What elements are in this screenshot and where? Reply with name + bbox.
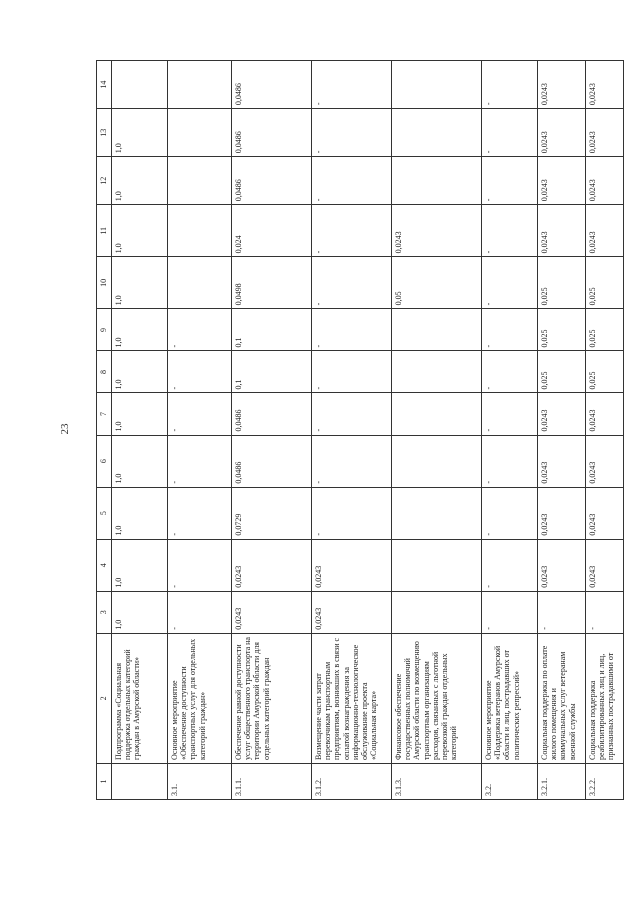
row-value bbox=[168, 109, 232, 157]
row-value: 0,024 bbox=[232, 205, 312, 257]
row-value: - bbox=[168, 435, 232, 487]
row-value: 1,0 bbox=[112, 435, 168, 487]
row-value: 0,025 bbox=[538, 351, 586, 393]
col-header-5: 5 bbox=[97, 487, 112, 539]
row-value bbox=[168, 157, 232, 205]
row-value: - bbox=[312, 351, 392, 393]
row-value: - bbox=[312, 435, 392, 487]
row-value: 0,0243 bbox=[312, 591, 392, 633]
row-code: 3.1.1. bbox=[232, 763, 312, 799]
row-value: 0,0243 bbox=[586, 157, 624, 205]
row-value bbox=[392, 591, 482, 633]
row-value: - bbox=[312, 257, 392, 309]
row-name: Финансовое обеспечение государственных полномочий Амурской области по возмещению транспортным организациям расходов, связанных с льготной перевозкой граждан отдельных категорий bbox=[392, 633, 482, 763]
col-header-4: 4 bbox=[97, 539, 112, 591]
col-header-10: 10 bbox=[97, 257, 112, 309]
row-value: - bbox=[312, 309, 392, 351]
row-value bbox=[168, 205, 232, 257]
row-value: 0,0243 bbox=[312, 539, 392, 591]
row-name: Социальная поддержка реабилитированных лиц и лиц, признанных пострадавшими от bbox=[586, 633, 624, 763]
col-header-1: 1 bbox=[97, 763, 112, 799]
row-value: - bbox=[482, 309, 538, 351]
row-name: Обеспечение равной доступности услуг общественного транспорта на территории Амурской области для отдельных категорий граждан bbox=[232, 633, 312, 763]
row-value: - bbox=[482, 487, 538, 539]
row-value: 0,025 bbox=[538, 257, 586, 309]
row-value: 0,0243 bbox=[538, 393, 586, 435]
row-value: - bbox=[538, 591, 586, 633]
row-name: Возмещение части затрат перевозчикам транспортным предприятиям, возникших в связи с оплатой вознаграждения за информационно-технологическое обслуживание проекта «Социальная карта» bbox=[312, 633, 392, 763]
table-row bbox=[112, 61, 168, 800]
row-value bbox=[392, 109, 482, 157]
row-value: 1,0 bbox=[112, 591, 168, 633]
row-value: 0,0243 bbox=[538, 109, 586, 157]
row-value: 0,0243 bbox=[538, 435, 586, 487]
row-value: 0,0243 bbox=[586, 487, 624, 539]
row-value: 0,0243 bbox=[392, 205, 482, 257]
table-row bbox=[586, 61, 624, 800]
row-code: 3.2.2. bbox=[586, 763, 624, 799]
row-value: 1,0 bbox=[112, 539, 168, 591]
col-header-13: 13 bbox=[97, 109, 112, 157]
page-number: 23 bbox=[59, 423, 71, 435]
row-value: 0,1 bbox=[232, 309, 312, 351]
col-header-2: 2 bbox=[97, 633, 112, 763]
row-value: 0,0486 bbox=[232, 393, 312, 435]
col-header-3: 3 bbox=[97, 591, 112, 633]
row-value: 0,0243 bbox=[586, 393, 624, 435]
row-name: Основное мероприятие «Поддержка ветеранов Амурской области и лиц, пострадавших от политических репрессий» bbox=[482, 633, 538, 763]
row-value bbox=[392, 393, 482, 435]
row-value: 0,0243 bbox=[538, 487, 586, 539]
row-value: 0,0243 bbox=[232, 591, 312, 633]
row-value: 1,0 bbox=[112, 257, 168, 309]
row-value: - bbox=[312, 393, 392, 435]
row-value bbox=[392, 539, 482, 591]
row-name: Основное мероприятие «Обеспечение доступности транспортных услуг для отдельных категорий граждан» bbox=[168, 633, 232, 763]
row-value: - bbox=[482, 61, 538, 109]
indicators-table bbox=[96, 60, 624, 800]
row-value: - bbox=[482, 109, 538, 157]
table-row bbox=[312, 61, 392, 800]
row-value: - bbox=[586, 591, 624, 633]
row-value: 0,1 bbox=[232, 351, 312, 393]
row-value: - bbox=[482, 591, 538, 633]
row-value: - bbox=[168, 309, 232, 351]
row-code: 3.1. bbox=[168, 763, 232, 799]
row-value: 0,0243 bbox=[538, 61, 586, 109]
row-value: 0,0243 bbox=[538, 539, 586, 591]
row-value: 1,0 bbox=[112, 309, 168, 351]
row-name: Социальная поддержка по оплате жилого помещения и коммунальных услуг ветеранам военной службы bbox=[538, 633, 586, 763]
row-value: 0,025 bbox=[586, 257, 624, 309]
row-value: - bbox=[312, 205, 392, 257]
row-value: 0,0486 bbox=[232, 109, 312, 157]
row-value: - bbox=[168, 351, 232, 393]
row-value: 1,0 bbox=[112, 351, 168, 393]
row-value bbox=[168, 61, 232, 109]
row-value: 0,0243 bbox=[586, 539, 624, 591]
row-value: - bbox=[482, 157, 538, 205]
row-value: - bbox=[482, 205, 538, 257]
row-value bbox=[392, 61, 482, 109]
row-name: Подпрограмма «Социальная поддержка отдельных категорий граждан в Амурской области» bbox=[112, 633, 168, 763]
row-value: 0,0486 bbox=[232, 435, 312, 487]
row-value: 0,0243 bbox=[232, 539, 312, 591]
row-value bbox=[392, 157, 482, 205]
row-value bbox=[392, 351, 482, 393]
row-value: - bbox=[312, 109, 392, 157]
row-value: 0,0486 bbox=[232, 61, 312, 109]
row-value: 1,0 bbox=[112, 157, 168, 205]
row-value: 0,0243 bbox=[586, 61, 624, 109]
header-row bbox=[97, 61, 112, 800]
row-value bbox=[392, 487, 482, 539]
row-value: 0,0243 bbox=[586, 435, 624, 487]
row-value: 0,0486 bbox=[232, 157, 312, 205]
row-value: - bbox=[168, 591, 232, 633]
row-value: - bbox=[482, 435, 538, 487]
col-header-14: 14 bbox=[97, 61, 112, 109]
col-header-11: 11 bbox=[97, 205, 112, 257]
row-value bbox=[392, 435, 482, 487]
row-value: 1,0 bbox=[112, 109, 168, 157]
row-value: 0,0243 bbox=[586, 109, 624, 157]
row-value: - bbox=[482, 393, 538, 435]
row-value: - bbox=[312, 157, 392, 205]
row-value: 0,025 bbox=[538, 309, 586, 351]
row-value: - bbox=[312, 61, 392, 109]
row-value: 0,025 bbox=[586, 309, 624, 351]
row-value bbox=[392, 309, 482, 351]
row-code: 3.2. bbox=[482, 763, 538, 799]
row-value bbox=[112, 61, 168, 109]
row-value: 1,0 bbox=[112, 205, 168, 257]
row-value: 0,05 bbox=[392, 257, 482, 309]
row-value: 0,025 bbox=[586, 351, 624, 393]
row-value: 0,0498 bbox=[232, 257, 312, 309]
row-value: - bbox=[168, 539, 232, 591]
table-row bbox=[392, 61, 482, 800]
col-header-6: 6 bbox=[97, 435, 112, 487]
row-value bbox=[168, 257, 232, 309]
col-header-8: 8 bbox=[97, 351, 112, 393]
col-header-9: 9 bbox=[97, 309, 112, 351]
row-code: 3.1.3. bbox=[392, 763, 482, 799]
row-value: 0,0243 bbox=[538, 157, 586, 205]
row-value: 0,0243 bbox=[538, 205, 586, 257]
row-value: - bbox=[482, 351, 538, 393]
row-code: 3.2.1. bbox=[538, 763, 586, 799]
row-value: 0,0243 bbox=[586, 205, 624, 257]
row-code: 3.1.2. bbox=[312, 763, 392, 799]
table-row bbox=[232, 61, 312, 800]
row-value: - bbox=[482, 539, 538, 591]
row-value: - bbox=[312, 487, 392, 539]
rotated-table-container bbox=[96, 60, 616, 800]
col-header-12: 12 bbox=[97, 157, 112, 205]
row-value: 1,0 bbox=[112, 487, 168, 539]
row-code bbox=[112, 763, 168, 799]
col-header-7: 7 bbox=[97, 393, 112, 435]
row-value: 1,0 bbox=[112, 393, 168, 435]
table-row bbox=[168, 61, 232, 800]
table-row bbox=[538, 61, 586, 800]
row-value: 0,0729 bbox=[232, 487, 312, 539]
row-value: - bbox=[168, 393, 232, 435]
row-value: - bbox=[168, 487, 232, 539]
table-row bbox=[482, 61, 538, 800]
row-value: - bbox=[482, 257, 538, 309]
